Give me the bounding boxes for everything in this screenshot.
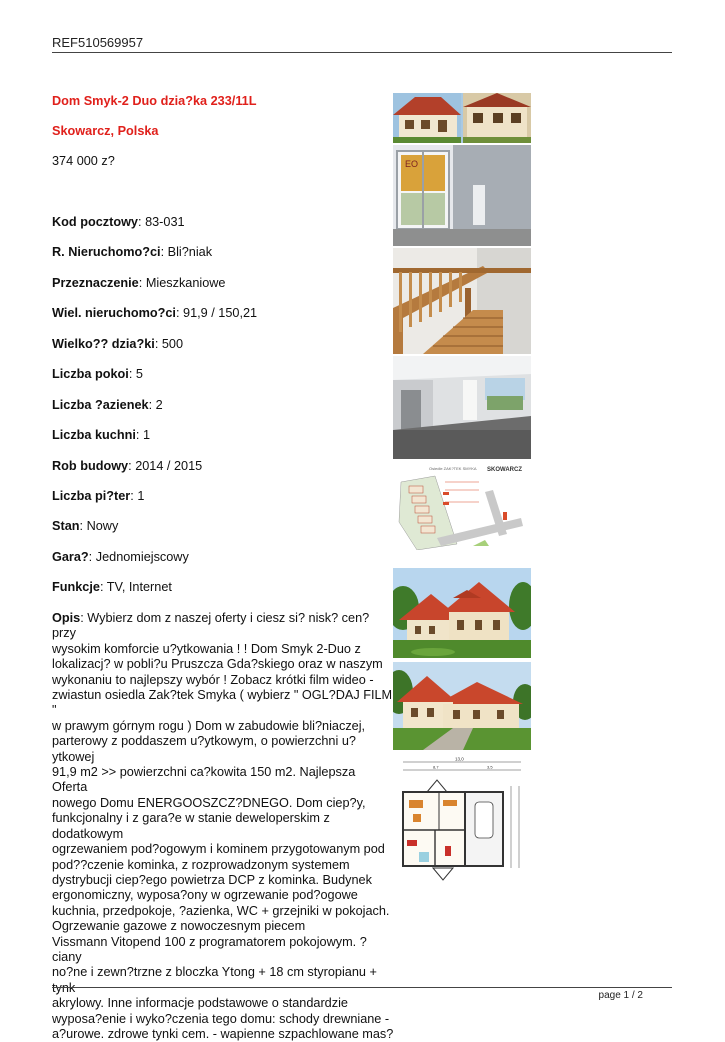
field-rooms: Liczba pokoi: 5 [52,367,143,381]
field-property-type: R. Nieruchomo?ci: Bli?niak [52,245,213,259]
page-number: page 1 / 2 [598,990,643,1001]
floor-plan-dimension-total: 13,0 [455,756,464,762]
description-line: wykonaniu to najlepszy wybór ! Zobacz krótki film wideo - [52,672,374,687]
field-garage: Gara?: Jednomiejscowy [52,550,189,564]
description-line: ergonomiczny, wyposa?ony w ogrzewanie pod?ogowe [52,888,358,903]
photo-site-plan[interactable] [393,462,531,550]
photo-rendering-front[interactable] [393,568,531,658]
description-line: Ogrzewanie gazowe z nowoczesnym piecem [52,919,306,934]
svg-text:EO: EO [405,159,419,169]
floor-plan-dimension-a: 8,7 [433,764,439,770]
reference-number: REF510569957 [52,35,144,50]
photo-rendering-side[interactable] [393,662,531,750]
field-condition: Stan: Nowy [52,519,119,533]
photo-interior-window[interactable] [393,145,531,246]
description-line: 91,9 m2 >> powierzchni ca?kowita 150 m2. Najlepsza Oferta [52,765,356,795]
field-floors: Liczba pi?ter: 1 [52,489,145,503]
description-line: wyposa?enie i wyko?czenia tego domu: schody drewniane - [52,1011,390,1026]
description-line: pod??czenie kominka, z rozprowadzonym systemem [52,857,350,872]
description-line: Opis: Wybierz dom z naszej oferty i ciesz si? nisk? cen? przy [52,611,370,641]
listing-location: Skowarcz, Polska [52,124,159,138]
plan-small-label: Osiedle ZAK?TEK SMYKA [429,466,477,471]
plan-title: SKOWARCZ [487,467,522,473]
field-purpose: Przeznaczenie: Mieszkaniowe [52,276,226,290]
description-line: ogrzewaniem pod?ogowym i kominem przygotowanym pod [52,842,385,857]
photo-exterior-collage[interactable] [393,93,531,143]
field-kitchens: Liczba kuchni: 1 [52,428,151,442]
description-line: nowego Domu ENERGOOSZCZ?DNEGO. Dom ciep?y, [52,795,366,810]
top-divider [52,52,672,53]
description-line: a?urowe. zdrowe tynki cem. - wapienne szpachlowane mas? [52,1026,394,1041]
description-line: parterowy z poddaszem u?ytkowym, o powierzchni u?ytkowej [52,734,356,764]
listing-price: 374 000 z? [52,154,115,168]
description-line: wysokim komforcie u?ytkowania ! ! Dom Smyk 2-Duo z [52,641,361,656]
photo-living-room[interactable] [393,356,531,459]
description-line: lokalizacj? w pobli?u Pruszcza Gda?skiego oraz w naszym [52,657,383,672]
description-line: kuchnia, przedpokoje, ?azienka, WC + grzejniki w pokojach. [52,903,390,918]
description-line: akrylowy. Inne informacje podstawowe o standardzie [52,996,348,1011]
field-bathrooms: Liczba ?azienek: 2 [52,398,163,412]
photo-staircase[interactable] [393,248,531,354]
description-line: dystrybucji ciep?ego powietrza DCP z kominka. Budynek [52,872,372,887]
description-line: w prawym górnym rogu ) Dom w zabudowie bli?niaczej, [52,718,366,733]
field-plot-size: Wielko?? dzia?ki: 500 [52,337,184,351]
description-line: funkcjonalny i z gara?e w stanie deweloperskim z dodatkowym [52,811,330,841]
description-line: Vissmann Vitopend 100 z programatorem pokojowym. ?ciany [52,934,367,964]
description-line: zwiastun osiedla Zak?tek Smyka ( wybierz " OGL?DAJ FILM " [52,688,393,718]
field-features: Funkcje: TV, Internet [52,580,172,594]
photo-floor-plan[interactable] [393,756,531,883]
field-property-size: Wiel. nieruchomo?ci: 91,9 / 150,21 [52,306,258,320]
bottom-divider [52,987,672,988]
floor-plan-dimension-b: 3,5 [487,764,493,770]
field-build-year: Rob budowy: 2014 / 2015 [52,459,203,473]
description-line: no?ne i zewn?trzne z bloczka Ytong + 18 cm styropianu + tynk [52,965,377,995]
listing-title: Dom Smyk-2 Duo dzia?ka 233/11L [52,94,257,108]
field-postal-code: Kod pocztowy: 83-031 [52,215,185,229]
description [52,611,394,1042]
listing-details [52,94,394,1041]
